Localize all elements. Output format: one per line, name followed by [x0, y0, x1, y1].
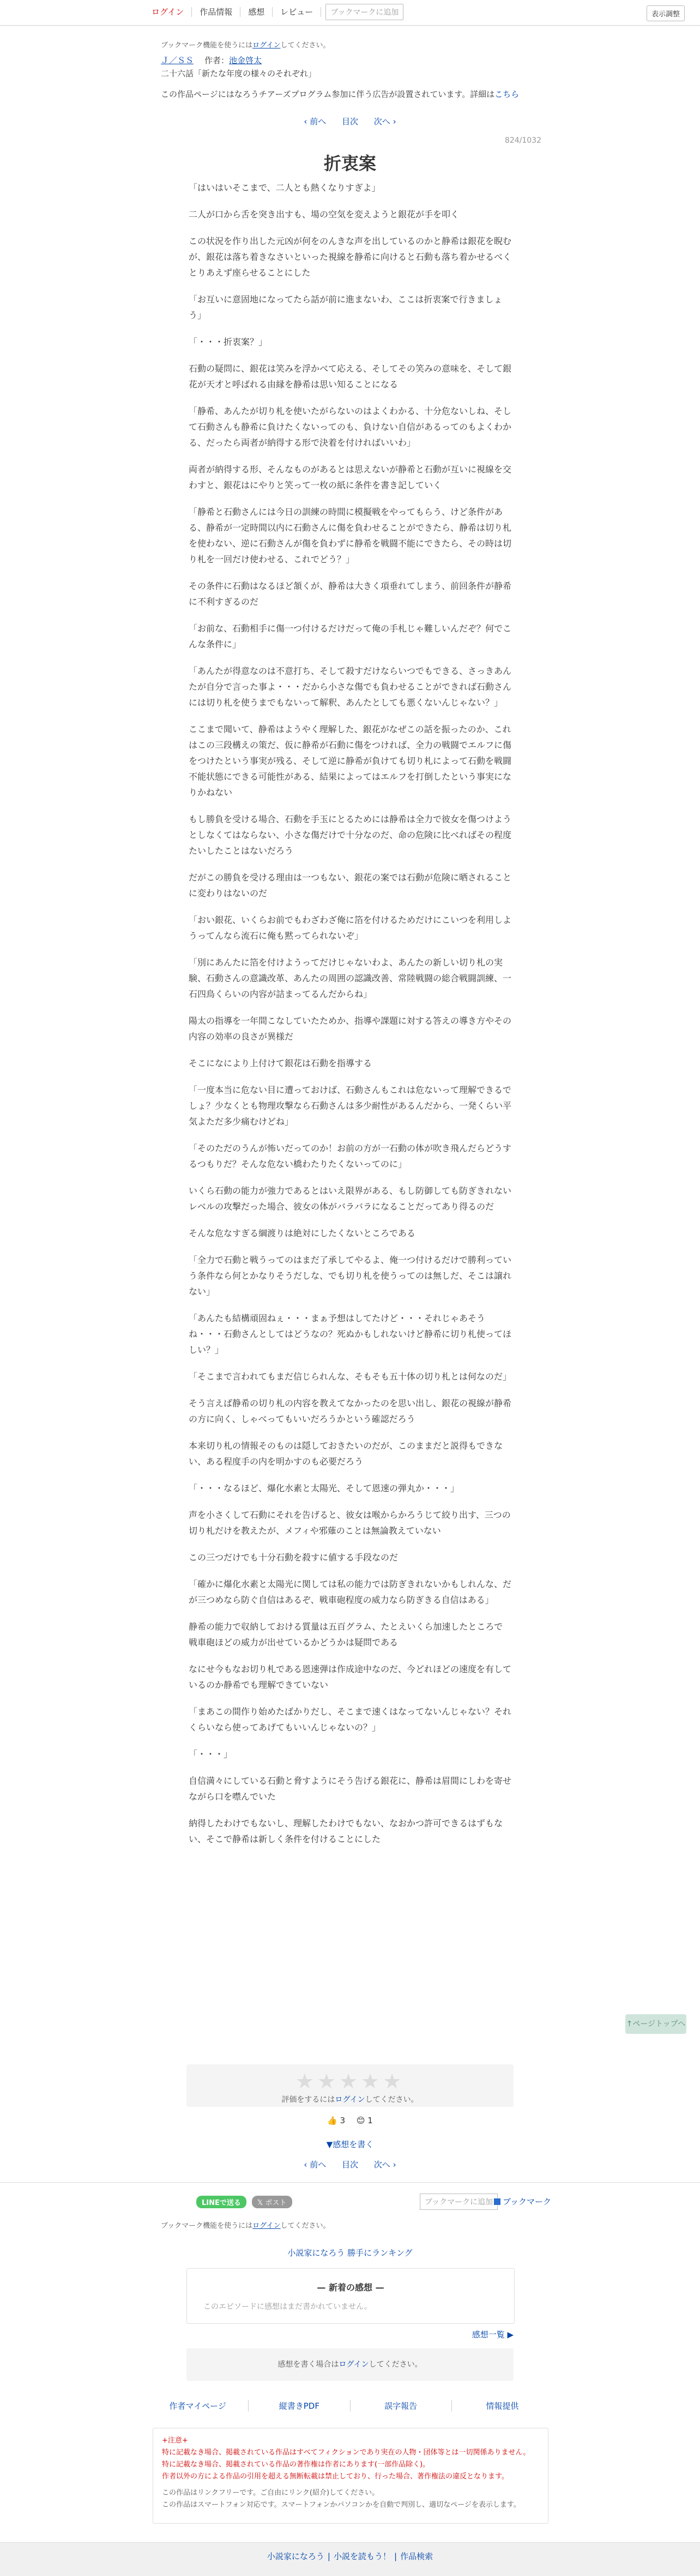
novel-paragraph: 声を小さくして石動にそれを告げると、彼女は喉からかろうじて絞り出す、三つの切り札だけを教えたが、メフィや邪薙のことは無論教えていない: [189, 1510, 511, 1536]
next-link-bottom[interactable]: 次へ ›: [373, 2160, 396, 2170]
novel-paragraph: この三つだけでも十分石動を殺すに値する手段なのだ: [189, 1552, 399, 1563]
chapter-title: 二十六話「新たな年度の様々のそれぞれ」: [161, 69, 317, 78]
author-mypage-link[interactable]: 作者マイページ: [147, 2400, 249, 2411]
bottom-home-link[interactable]: 小説家になろう: [267, 2551, 324, 2561]
rating-stars[interactable]: ★★★★★: [295, 2069, 405, 2093]
caution-heading: +注意+: [162, 2437, 188, 2445]
toc-link[interactable]: 目次: [341, 117, 358, 126]
rating-login-link[interactable]: ログイン: [335, 2095, 365, 2104]
bookmark-login-link[interactable]: ログイン: [252, 41, 281, 50]
novel-paragraph: 「全力で石動と戦うってのはまだ了承してやるよ、俺一つ付けるだけで勝利っていう条件なら何とかなりそうだしな、でも切り札を使うってのは無しだ、そこは譲れない」: [189, 1255, 512, 1297]
rating-note: 評価をするにはログインしてください。: [281, 2095, 419, 2104]
typo-report-link[interactable]: 誤字報告: [351, 2400, 452, 2411]
bookmark-login-link-bottom[interactable]: ログイン: [252, 2222, 281, 2230]
novel-paragraph: そう言えば静希の切り札の内容を教えてなかったのを思い出し、銀花の視線が静希の方に向く、しゃべってもいいだろうかという確認だろう: [189, 1398, 512, 1424]
novel-paragraph: 「静希、あんたが切り札を使いたがらないのはよくわかる、十分危ないしね、そして石動さんも静希に負けたくないってのも、負けない自信があるってのもよくわかる、だったら両者が納得する形で決着を付ければいいわ」: [189, 406, 512, 448]
vertical-pdf-link[interactable]: 縦書きPDF: [249, 2400, 350, 2411]
reactions: [0, 2116, 700, 2125]
novel-paragraph: ここまで聞いて、静希はようやく理解した、銀花がなぜこの話を振ったのか、これはこの三段構えの策だ、仮に静希が石動に傷をつければ、全力の戦闘でエルフに傷をつけたという事実が残る、そして逆に静希が負けても切り札によって石動を戦闘不能状態にできる可能性がある、結果によってはエルフを打倒したという事実になりかねない: [189, 724, 512, 798]
divider: [0, 2182, 700, 2183]
x-share-button[interactable]: 𝕏 ポスト: [252, 2196, 292, 2208]
novel-paragraph: そんな危なすぎる綱渡りは絶対にしたくないところである: [189, 1228, 415, 1238]
impressions-box: [186, 2268, 515, 2324]
nav-reviews[interactable]: レビュー: [273, 7, 321, 17]
bookmark-note-bottom: ブックマーク機能を使うにはログインしてください。: [161, 2222, 330, 2230]
novel-paragraph: 「確かに爆化水素と太陽光に関しては私の能力では防ぎきれないかもしれんな、だが三つめなら防ぐ自信はあるぞ、戦車砲程度の威力なら防ぎきる自信はある」: [189, 1579, 512, 1605]
novel-paragraph: 「まあこの間作り始めたばかりだし、そこまで速くはなってないんじゃない？それくらいなら使ってあげてもいいんじゃないの？」: [189, 1706, 512, 1733]
novel-paragraph: その条件に石動はなるほど頷くが、静希は大きく項垂れてしまう、前回条件が静希に不利すぎるのだ: [189, 581, 512, 607]
toc-link-bottom[interactable]: 目次: [341, 2160, 358, 2170]
novel-paragraph: そこになにより上付けて銀花は石動を指導する: [189, 1058, 372, 1068]
impressions-title: — 新着の感想 —: [317, 2282, 384, 2293]
write-impression-link[interactable]: ▼感想を書く: [326, 2140, 374, 2149]
nav-work-info[interactable]: 作品情報: [192, 7, 240, 17]
bottom-search-link[interactable]: 作品検索: [400, 2551, 433, 2561]
page-top-button[interactable]: ↑ページトップへ: [625, 2014, 686, 2034]
bottom-bar: 小説家になろう | 小説を読もう！ | 作品検索: [0, 2542, 700, 2576]
impressions-empty: このエピソードに感想はまだ書かれていません。: [203, 2302, 372, 2311]
caution-line: この作品はリンクフリーです。ご自由にリンク(紹介)してください。: [162, 2489, 379, 2497]
share-row: [196, 2196, 292, 2208]
ad-note: この作品ページにはなろうチアーズプログラム参加に伴う広告が設置されています。詳細はこちら: [161, 89, 520, 99]
novel-paragraph: 本来切り札の情報そのものは隠しておきたいのだが、このままだと説得もできない、ある程度手の内を明かすのも必要だろう: [189, 1441, 503, 1467]
novel-paragraph: この状況を作り出した元凶が何をのんきな声を出しているのかと静希は銀花を睨むが、銀花は落ち着きなさいといった視線を静希に向けると石動も落ち着かせるべくとりあえず座らせることにした: [189, 236, 512, 278]
novel-paragraph: 陽太の指導を一年間こなしていたためか、指導や課題に対する答えの導き方やその内容の効率の良さが異様だ: [189, 1016, 512, 1042]
footer-links: [147, 2400, 553, 2411]
novel-paragraph: 「・・・折衷案？」: [189, 337, 268, 347]
novel-paragraph: なにせ今もなお切り札である恩速弾は作成途中なのだ、今どれほどの速度を有しているのか静希でも理解できていない: [189, 1664, 512, 1690]
info-provide-link[interactable]: 情報提供: [486, 2401, 519, 2411]
nav-impressions[interactable]: 感想: [240, 7, 273, 17]
caution-line: 特に記載なき場合、掲載されている作品の著作権は作者にあります(一部作品除く)。: [162, 2460, 430, 2469]
novel-paragraph: 両者が納得する形、そんなものがあるとは思えないが静希と石動が互いに視線を交わすと、銀花はにやりと笑って一枚の紙に条件を書き記していく: [189, 464, 512, 490]
novel-paragraph: 納得したわけでもないし、理解したわけでもない、なおかつ許可できるはずもない、そこで静希は新しく条件を付けることにした: [189, 1818, 503, 1844]
reaction-thumbs[interactable]: 👍 3: [327, 2116, 346, 2125]
novel-paragraph: 「そこまで言われてもまだ信じられんな、そもそも五十体の切り札とは何なのだ」: [189, 1371, 512, 1382]
reaction-smile[interactable]: 😊 1: [356, 2116, 373, 2125]
impression-login-link[interactable]: ログイン: [339, 2360, 369, 2369]
top-bar: [0, 0, 700, 26]
novel-paragraph: 「あんたも結構頑固ねぇ・・・まぁ予想はしてたけど・・・それじゃあそうね・・・石動さんとしてはどうなの？死ぬかもしれないけど静希に切り札使ってほしい？」: [189, 1313, 512, 1355]
prev-link-bottom[interactable]: ‹ 前へ: [304, 2160, 327, 2170]
impressions-list-link[interactable]: 感想一覧 ▶: [472, 2330, 514, 2340]
novel-paragraph: もし勝負を受ける場合、石動を手玉にとるためには静希は全力で彼女を傷つけようとしなくてはならない、小さな傷だけで十分なのだ、命の危険に比べればその程度たいしたことはないだろう: [189, 814, 512, 856]
novel-body: [189, 180, 511, 1858]
novel-paragraph: 二人が口から舌を突き出すも、場の空気を変えようと銀花が手を叩く: [189, 209, 460, 220]
login-link[interactable]: ログイン: [147, 7, 192, 17]
bookmark-note: ブックマーク機能を使うにはログインしてください。: [161, 41, 330, 50]
caution-line: 作者以外の方による作品の引用を超える無断転載は禁止しており、行った場合、著作権法の違反となります。: [162, 2472, 509, 2481]
caution-box: [153, 2428, 548, 2524]
top-nav: [147, 3, 403, 21]
line-share-button[interactable]: LINEで送る: [196, 2196, 246, 2208]
novel-paragraph: 「あんたが得意なのは不意打ち、そして殺すだけならいつでもできる、さっきあんたが自分で言った事よ・・・だから小さな傷でも負わせることができれば石動さんには切り札を使うまでもないって解釈、あんたとしても悪くないんじゃない？」: [189, 666, 512, 708]
bookmark-link[interactable]: ブックマーク: [494, 2196, 551, 2207]
novel-paragraph: 「そのただのうんが怖いだってのか！お前の方が一石動の体が吹き飛んだらどうするつもりだ？そんな危ない橋わたりたくないってのに」: [189, 1143, 512, 1169]
impression-login-box: 感想を書く場合はログインしてください。: [186, 2348, 514, 2381]
novel-paragraph: 「静希と石動さんには今日の訓練の時間に模擬戦をやってもらう、けど条件がある、静希が一定時間以内に石動さんに傷を負わせることができたら、静希は切り札を使わない、逆に石動さんが傷を負わずに静希を戦闘不能にできたら、その時は切り札を一回だけ使わせる、これでどう？」: [189, 507, 512, 564]
prev-link[interactable]: ‹ 前へ: [304, 117, 327, 126]
novel-paragraph: だがこの勝負を受ける理由は一つもない、銀花の案では石動が危険に晒されることに変わりはないのだ: [189, 872, 512, 898]
novel-paragraph: 静希の能力で収納しておける質量は五百グラム、たとえいくら加速したところで戦車砲ほどの威力が出せているかどうかは疑問である: [189, 1621, 503, 1648]
rating-box: [186, 2064, 514, 2107]
bookmark-icon: [494, 2198, 500, 2205]
novel-paragraph: 石動の疑問に、銀花は笑みを浮かべて応える、そしてその笑みの意味を、そして銀花が天才と呼ばれる由縁を静希は思い知ることになる: [189, 363, 512, 390]
novel-paragraph: いくら石動の能力が強力であるとはいえ限界がある、もし防御しても防ぎきれないレベルの攻撃だった場合、彼女の体がバラバラになることだってあり得るのだ: [189, 1186, 512, 1212]
pager-bottom: [0, 2159, 700, 2170]
novel-paragraph: 「一度本当に危ない目に遭っておけば、石動さんもこれは危ないって理解できるでしょ？少なくとも物理攻撃なら石動さんは多少耐性があるんだから、一発くらい平気よただ多少痛むけどね」: [189, 1085, 512, 1127]
author-link[interactable]: 池金啓太: [229, 56, 262, 65]
bookmark-add-button[interactable]: ブックマークに追加: [325, 4, 403, 20]
episode-title: 折衷案: [323, 153, 376, 174]
caution-line: 特に記載なき場合、掲載されている作品はすべてフィクションであり実在の人物・団体等とは一切関係ありません。: [162, 2449, 530, 2457]
caution-line: この作品はスマートフォン対応です。スマートフォンかパソコンかを自動で判別し、適切なページを表示します。: [162, 2501, 521, 2509]
novel-paragraph: 「別にあんたに箔を付けようってだけじゃないわよ、あんたの新しい切り札の実験、石動さんの意識改革、あんたの周囲の認識改善、常陸戦闘の総合戦闘訓練、一石四鳥くらいの内容が詰まってるんだからね」: [189, 957, 512, 999]
novel-paragraph: 「・・・」: [189, 1749, 233, 1759]
novel-paragraph: 「お互いに意固地になってたら話が前に進まないわ、ここは折衷案で行きましょう」: [189, 294, 503, 320]
novel-paragraph: 「・・・なるほど、爆化水素と太陽光、そして恩速の弾丸か・・・」: [189, 1483, 460, 1493]
next-link[interactable]: 次へ ›: [373, 117, 396, 126]
bookmark-add-button-bottom[interactable]: ブックマークに追加: [420, 2194, 498, 2210]
novel-paragraph: 「お前な、石動相手に傷一つ付けるだけだって俺の手札じゃ難しいんだぞ？何でこんな条件に」: [189, 623, 512, 649]
novel-paragraph: 「おい銀花、いくらお前でもわざわざ俺に箔を付けるためだけにこいつを利用しようってんなら流石に俺も黙ってられないぞ」: [189, 915, 512, 941]
page-counter: 824/1032: [504, 136, 541, 145]
novel-paragraph: 「はいはいそこまで、二人とも熱くなりすぎよ」: [189, 183, 381, 193]
novel-paragraph: 自信満々にしている石動と脅すようにそう告げる銀花に、静希は眉間にしわを寄せながら口を噤んでいた: [189, 1776, 512, 1802]
series-info: Ｊ／ＳＳ 作者：池金啓太: [161, 56, 262, 65]
display-settings-button[interactable]: 表示調整: [647, 5, 685, 21]
ranking-link[interactable]: 小説家になろう 勝手にランキング: [287, 2248, 413, 2258]
bottom-read-link[interactable]: 小説を読もう！: [333, 2551, 391, 2561]
ad-details-link[interactable]: こちら: [494, 89, 520, 99]
pager-top: [0, 116, 700, 127]
series-title-link[interactable]: Ｊ／ＳＳ: [161, 56, 194, 65]
